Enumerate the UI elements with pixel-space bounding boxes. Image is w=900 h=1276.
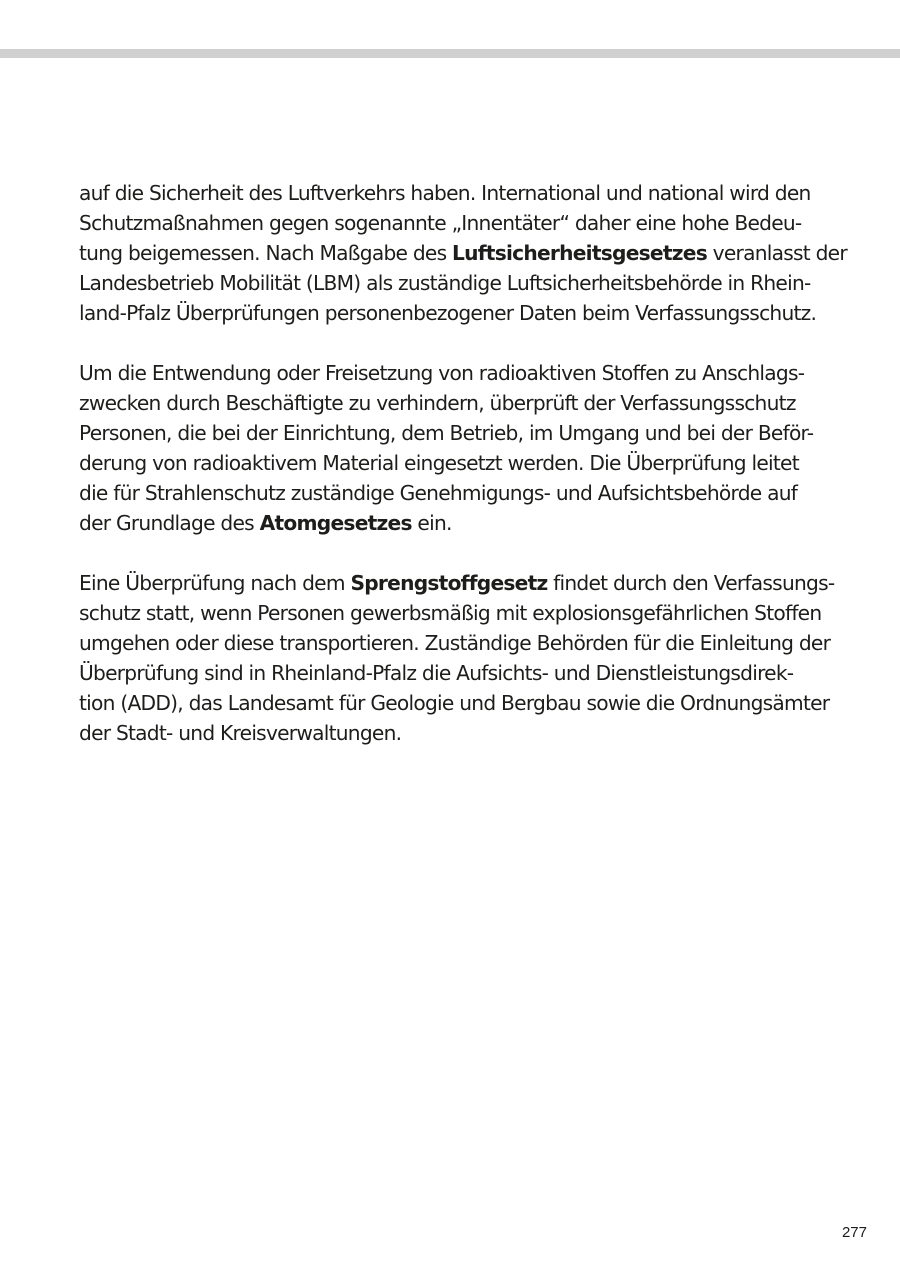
text-line: Schutzmaßnahmen gegen sogenannte „Innentäter“ daher eine hohe Bedeu- — [79, 211, 802, 235]
text-line: auf die Sicherheit des Luftverkehrs haben. International und national wird den — [79, 181, 811, 205]
text-line: Personen, die bei der Einrichtung, dem Betrieb, im Umgang und bei der Beför- — [79, 421, 814, 445]
text-line: Überprüfung sind in Rheinland-Pfalz die Aufsichts- und Dienstleistungsdirek- — [79, 661, 794, 685]
text-line: Landesbetrieb Mobilität (LBM) als zuständige Luftsicherheitsbehörde in Rhein- — [79, 271, 811, 295]
text-line: tung beigemessen. Nach Maßgabe des Luftsicherheitsgesetzes veranlasst der — [79, 241, 847, 265]
text-line: schutz statt, wenn Personen gewerbsmäßig mit explosionsgefährlichen Stoffen — [79, 601, 822, 625]
text-line: Um die Entwendung oder Freisetzung von radioaktiven Stoffen zu Anschlags- — [79, 361, 805, 385]
paragraph-1 — [79, 178, 847, 328]
text-line: der Grundlage des Atomgesetzes ein. — [79, 511, 452, 535]
top-rule — [0, 49, 900, 58]
law-name-luftsicherheitsgesetz: Luftsicherheitsgesetzes — [452, 241, 707, 265]
text-line: Eine Überprüfung nach dem Sprengstoffgesetz findet durch den Verfassungs- — [79, 571, 835, 595]
body-text — [79, 178, 847, 778]
paragraph-2 — [79, 358, 829, 538]
text-line: die für Strahlenschutz zuständige Genehmigungs- und Aufsichtsbehörde auf — [79, 481, 798, 505]
page-number: 277 — [841, 1224, 867, 1241]
text-line: land-Pfalz Überprüfungen personenbezogener Daten beim Verfassungsschutz. — [79, 301, 817, 325]
text-line: tion (ADD), das Landesamt für Geologie und Bergbau sowie die Ordnungsämter — [79, 691, 830, 715]
paragraph-3 — [79, 568, 835, 748]
law-name-atomgesetz: Atomgesetzes — [259, 511, 412, 535]
text-line: umgehen oder diese transportieren. Zuständige Behörden für die Einleitung der — [79, 631, 831, 655]
text-line: der Stadt- und Kreisverwaltungen. — [79, 721, 402, 745]
text-line: zwecken durch Beschäftigte zu verhindern, überprüft der Verfassungsschutz — [79, 391, 796, 415]
law-name-sprengstoffgesetz: Sprengstoffgesetz — [350, 571, 548, 595]
text-line: derung von radioaktivem Material eingesetzt werden. Die Überprüfung leitet — [79, 451, 799, 475]
